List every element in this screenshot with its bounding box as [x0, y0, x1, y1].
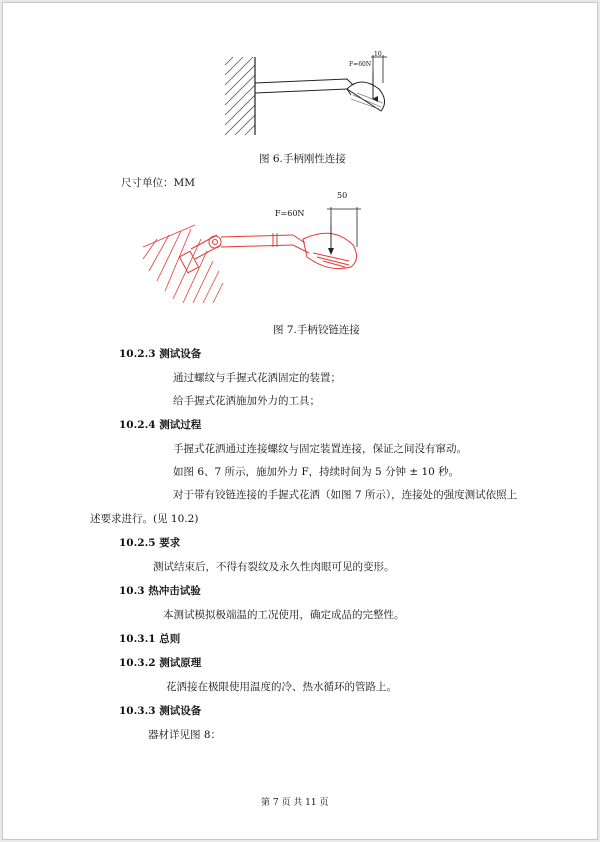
- heading-title: 测试设备: [159, 348, 202, 360]
- heading-number: 10.2.4: [119, 419, 156, 431]
- heading-title: 要求: [159, 537, 181, 549]
- figure-7-caption: 图 7.手柄铰链连接: [273, 324, 360, 336]
- paragraph-line: 通过螺纹与手握式花洒固定的装置；: [173, 372, 341, 384]
- document-page: [2, 2, 598, 840]
- figure-7-force-label: F=60N: [275, 209, 305, 218]
- heading-10-3-2: [119, 655, 201, 670]
- heading-title: 测试设备: [159, 705, 202, 717]
- unit-line: 尺寸单位：MM: [121, 177, 196, 189]
- figure-6-dim-label: 10: [374, 51, 382, 58]
- paragraph-line: 本测试模拟极端温的工况使用，确定成品的完整性。: [163, 609, 405, 621]
- paragraph-line: 对于带有铰链连接的手握式花洒（如图 7 所示），连接处的强度测试依照上: [173, 489, 518, 501]
- paragraph-line: 手握式花洒通过连接螺纹与固定装置连接，保证之间没有窜动。: [173, 443, 467, 455]
- figure-7-dim-label: 50: [337, 191, 348, 200]
- figure-6-caption: 图 6.手柄刚性连接: [259, 153, 346, 165]
- heading-number: 10.3.1: [119, 633, 156, 645]
- figure-6-force-label: F=60N: [349, 61, 372, 68]
- paragraph-line: 测试结束后，不得有裂纹及永久性肉眼可见的变形。: [153, 561, 395, 573]
- heading-number: 10.2.5: [119, 537, 156, 549]
- heading-10-2-4: [119, 417, 201, 432]
- heading-10-3: [119, 583, 201, 598]
- paragraph-line: 器材详见图 8：: [148, 729, 222, 741]
- heading-number: 10.2.3: [119, 348, 156, 360]
- heading-10-2-3: [119, 346, 201, 361]
- heading-number: 10.3.3: [119, 705, 156, 717]
- heading-title: 总则: [159, 633, 181, 645]
- paragraph-line: 花洒接在极限使用温度的冷、热水循环的管路上。: [166, 681, 397, 693]
- heading-number: 10.3.2: [119, 657, 156, 669]
- figure-7-drawing: [143, 199, 373, 309]
- paragraph-line: 给手握式花洒施加外力的工具；: [173, 395, 320, 407]
- heading-10-2-5: [119, 535, 180, 550]
- paragraph-line: 如图 6、7 所示，施加外力 F，持续时间为 5 分钟 ± 10 秒。: [173, 466, 460, 478]
- heading-10-3-3: [119, 703, 201, 718]
- heading-title: 测试过程: [159, 419, 202, 431]
- heading-title: 热冲击试验: [148, 585, 201, 597]
- heading-title: 测试原理: [159, 657, 202, 669]
- page-footer: 第 7 页 共 11 页: [261, 798, 329, 808]
- heading-number: 10.3: [119, 585, 145, 597]
- heading-10-3-1: [119, 631, 180, 646]
- paragraph-line: 述要求进行。(见 10.2): [90, 513, 199, 525]
